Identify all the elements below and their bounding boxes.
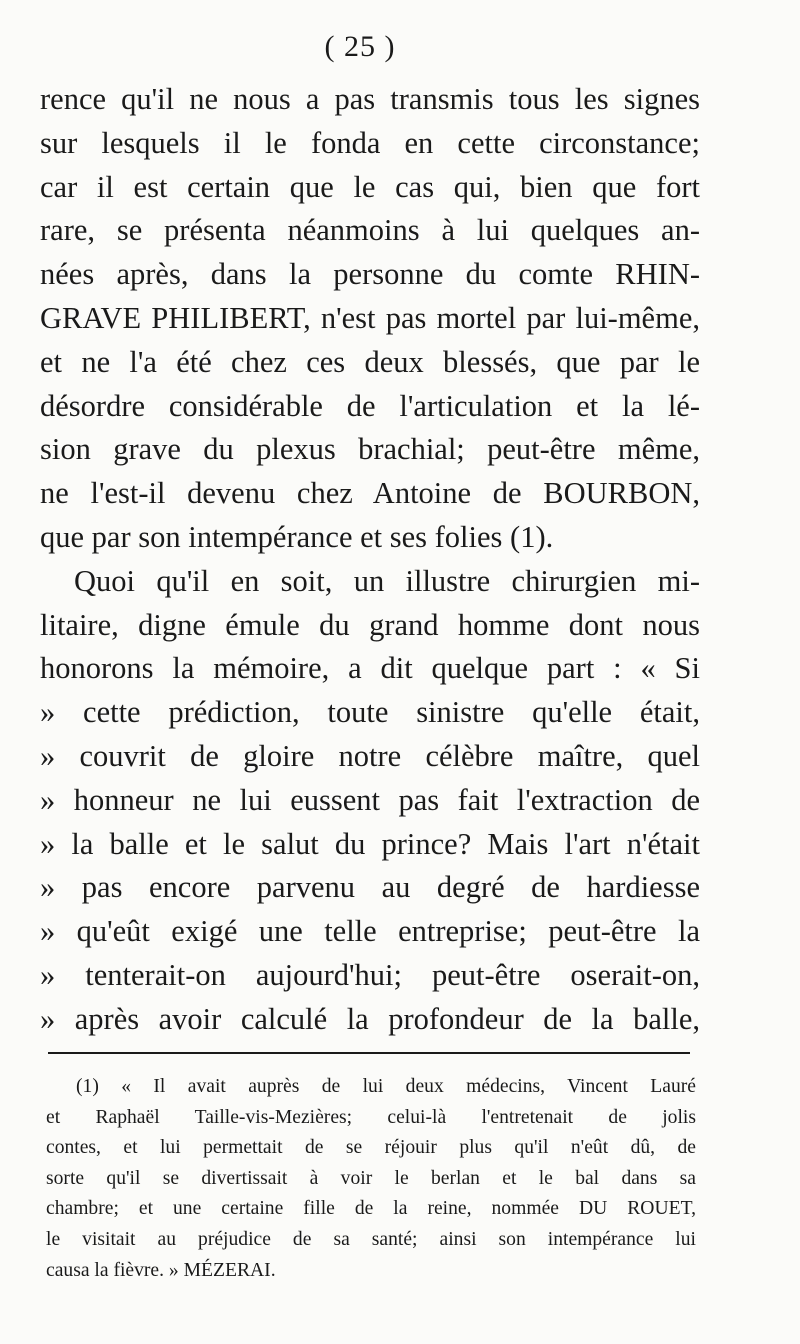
body-line: » tenterait-on aujourd'hui; peut-être oserait-on,: [40, 957, 700, 992]
body-line: et ne l'a été chez ces deux blessés, que par le: [40, 344, 700, 379]
footnote-line: chambre; et une certaine fille de la reine, nommée DU ROUET,: [46, 1198, 696, 1220]
body-line: GRAVE PHILIBERT, n'est pas mortel par lui-même,: [40, 300, 700, 335]
body-line: ne l'est-il devenu chez Antoine de BOURBON,: [40, 476, 700, 511]
footnote-line: sorte qu'il se divertissait à voir le berlan et le bal dans sa: [46, 1167, 696, 1189]
footnote-line: le visitait au préjudice de sa santé; ainsi son intempérance lui: [46, 1228, 696, 1250]
body-text: [40, 78, 700, 1042]
body-line: » honneur ne lui eussent pas fait l'extraction de: [40, 782, 700, 817]
body-line: » pas encore parvenu au degré de hardiesse: [40, 870, 700, 905]
body-line: » la balle et le salut du prince? Mais l'art n'était: [40, 826, 700, 861]
body-line: Quoi qu'il en soit, un illustre chirurgien mi-: [74, 563, 700, 598]
footnote-line: causa la fièvre. » MÉZERAI.: [46, 1259, 276, 1281]
body-line: que par son intempérance et ses folies (1).: [40, 519, 554, 554]
footnote-line: et Raphaël Taille-vis-Mezières; celui-là l'entretenait de jolis: [46, 1106, 696, 1128]
footnote-line: contes, et lui permettait de se réjouir plus qu'il n'eût dû, de: [46, 1137, 696, 1159]
body-line: car il est certain que le cas qui, bien que fort: [40, 169, 700, 204]
body-line: » qu'eût exigé une telle entreprise; peut-être la: [40, 914, 700, 949]
body-line: rare, se présenta néanmoins à lui quelques an-: [40, 213, 700, 248]
body-line: nées après, dans la personne du comte RHIN-: [40, 257, 700, 292]
body-line: rence qu'il ne nous a pas transmis tous les signes: [40, 82, 700, 116]
footnote-divider: [48, 1052, 690, 1054]
footnote: [46, 1072, 696, 1286]
body-line: » couvrit de gloire notre célèbre maître, quel: [40, 738, 700, 773]
body-line: sur lesquels il le fonda en cette circonstance;: [40, 125, 700, 160]
footnote-line: (1) « Il avait auprès de lui deux médecins, Vincent Lauré: [76, 1076, 696, 1097]
body-line: désordre considérable de l'articulation et la lé-: [40, 388, 700, 423]
body-line: litaire, digne émule du grand homme dont nous: [40, 607, 700, 642]
body-line: honorons la mémoire, a dit quelque part : « Si: [40, 651, 700, 686]
body-line: » cette prédiction, toute sinistre qu'elle était,: [40, 695, 700, 730]
page-number: ( 25 ): [324, 30, 396, 63]
body-line: » après avoir calculé la profondeur de la balle,: [40, 1001, 700, 1036]
body-line: sion grave du plexus brachial; peut-être même,: [40, 432, 700, 467]
